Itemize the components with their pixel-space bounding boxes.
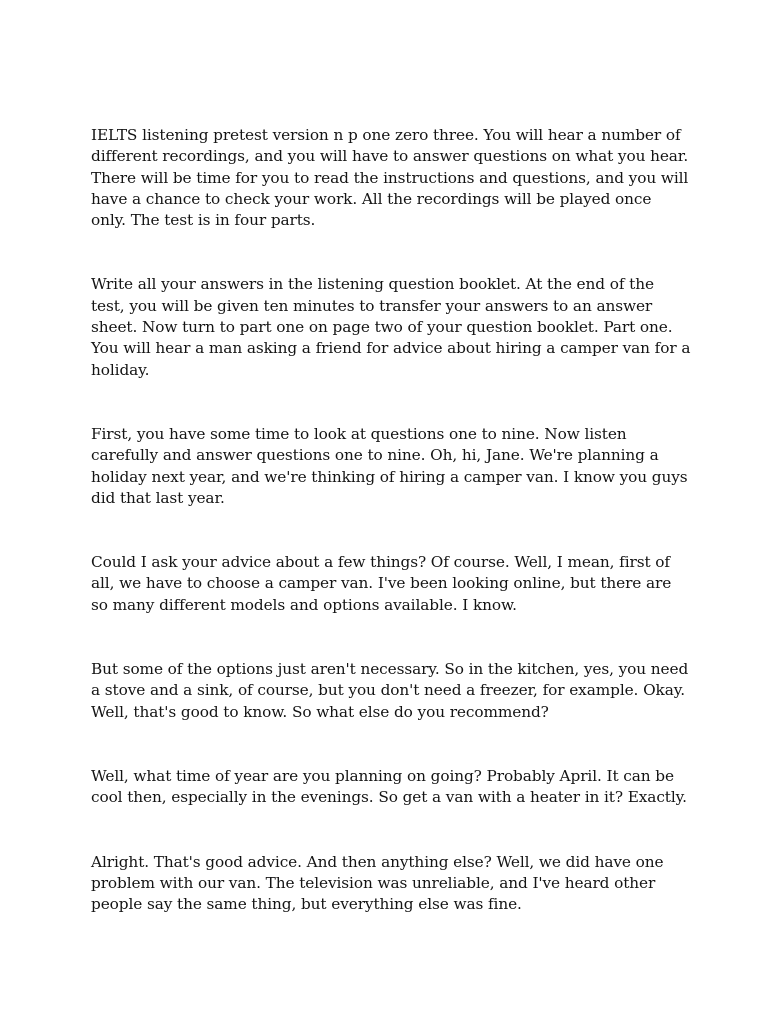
paragraph-6: Well, what time of year are you planning on going? Probably April. It can be cool then, especially in the evenings. So get a van with a heater in it? Exactly. — [91, 766, 687, 807]
paragraph-1: IELTS listening pretest version n p one zero three. You will hear a number of different recordings, and you will have to answer questions on what you hear. There will be time for you to read the instructions and questions, and you will have a chance to check your work. All the recordings will be played once only. The test is in four parts. — [91, 126, 689, 230]
paragraph-4: Could I ask your advice about a few things? Of course. Well, I mean, first of all, we have to choose a camper van. I've been looking online, but there are so many different models and options available. I know. — [91, 553, 672, 614]
paragraph-7: Alright. That's good advice. And then anything else? Well, we did have one problem with our van. The television was unreliable, and I've heard other people say the same thing, but everything else was fine. — [91, 852, 664, 914]
document-body — [91, 125, 691, 958]
paragraph-3: First, you have some time to look at questions one to nine. Now listen carefully and answer questions one to nine. Oh, hi, Jane. We're planning a holiday next year, and we're thinking of hiring a camper van. I know you guys did that last year. — [91, 424, 688, 507]
paragraph-5: But some of the options just aren't necessary. So in the kitchen, yes, you need a stove and a sink, of course, but you don't need a freezer, for example. Okay. Well, that's good to know. So what else do you recommend? — [91, 660, 689, 721]
paragraph-2: Write all your answers in the listening question booklet. At the end of the test, you will be given ten minutes to transfer your answers to an answer sheet. Now turn to part one on page two of your question booklet. Part one. You will hear a man asking a friend for advice about hiring a camper van for a holiday. — [91, 275, 691, 379]
